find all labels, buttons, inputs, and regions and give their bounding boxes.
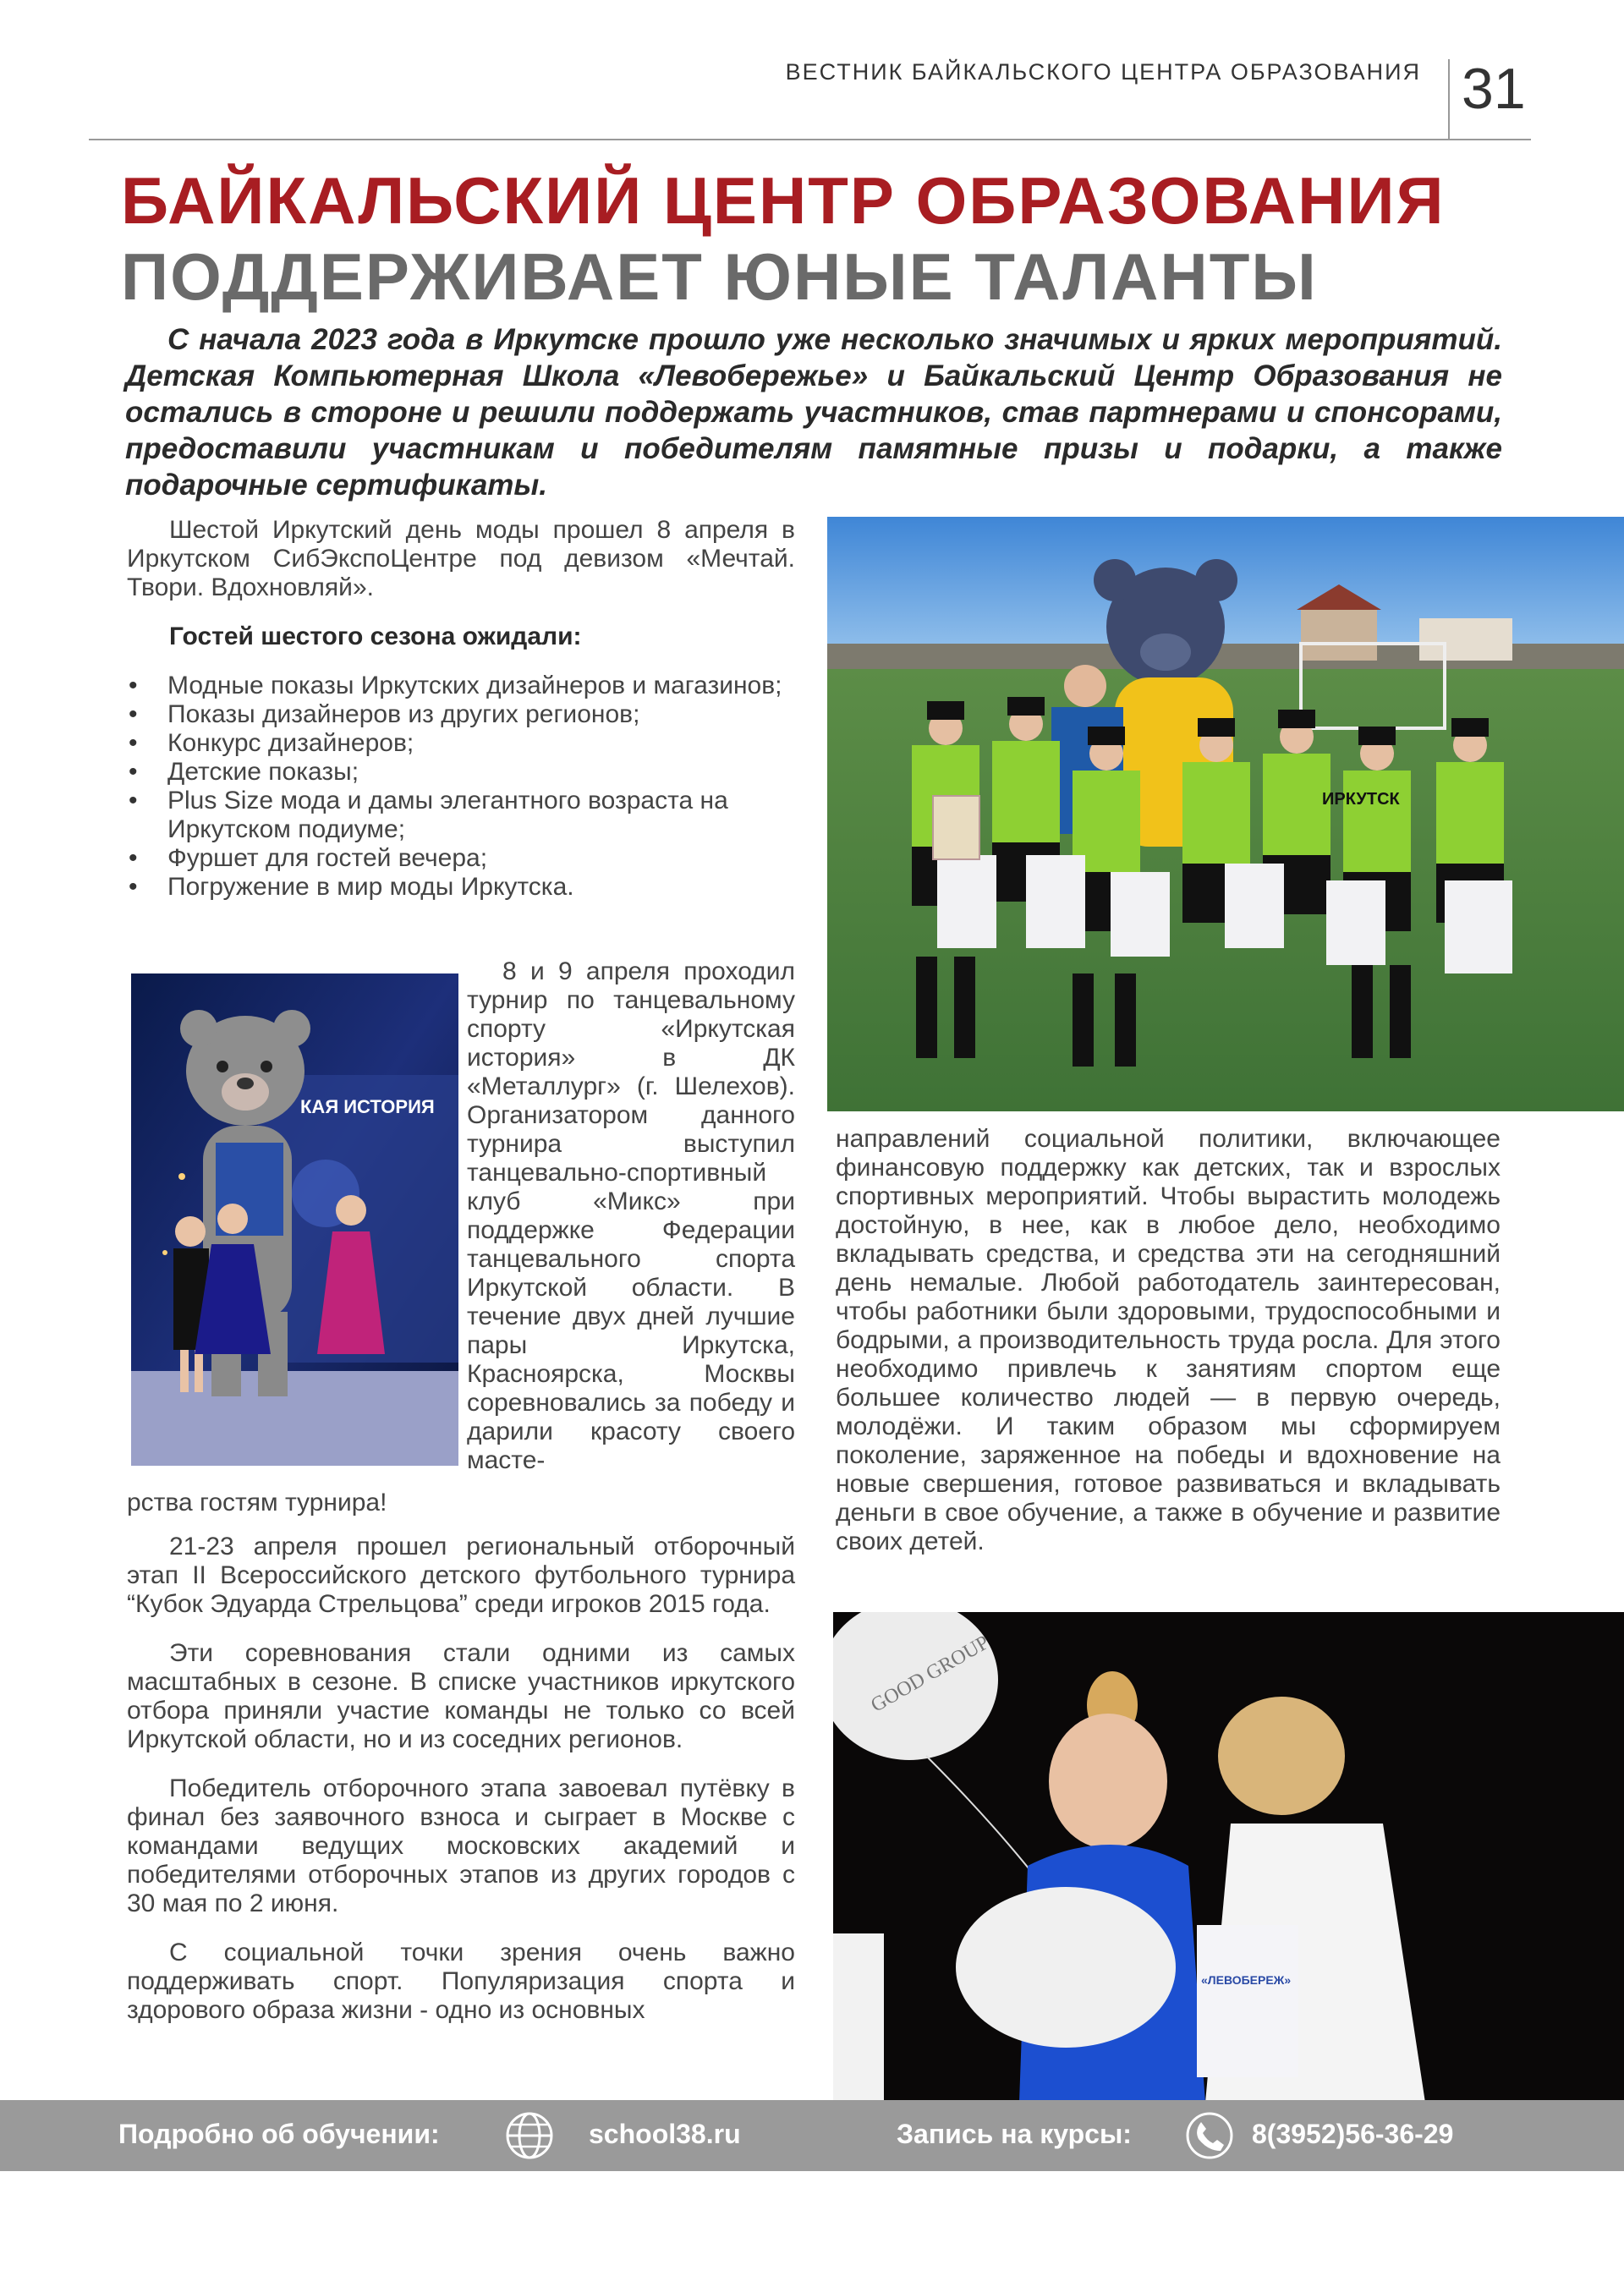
right-column — [836, 1125, 1501, 1577]
guests-list — [127, 672, 795, 902]
paragraph-winner: Победитель отборочного этапа завоевал путёвку в финал без заявочного взноса и сыграет в Москве с командами ведущих московских академий и победителями отборочных этапов из других городов с 30 мая по 2 июня. — [127, 1774, 795, 1917]
header-divider — [1448, 59, 1450, 140]
shirt-text: ИРКУТСК — [1322, 790, 1400, 809]
dance-paragraph-tail: рства гостям турнира! — [127, 1489, 387, 1516]
globe-icon — [504, 2110, 555, 2161]
list-item: • Модные показы Иркутских дизайнеров и магазинов; — [167, 672, 795, 700]
left-column-bottom — [127, 1533, 795, 2045]
dance-tournament-photo — [131, 973, 458, 1466]
football-team-photo — [827, 517, 1624, 1111]
learn-label: Подробно об обучении: — [118, 2119, 440, 2149]
bag-text: «ЛЕВОБЕРЕЖ» — [1201, 1973, 1292, 1987]
paragraph-scale: Эти соревнования стали одними из самых масштабных в сезоне. В списке участников иркутского отбора приняли участие команды не только со всей Иркутской области, но и из соседних регионов. — [127, 1639, 795, 1753]
dance-paragraph — [467, 957, 795, 1495]
list-item: • Plus Size мода и дамы элегантного возраста на Иркутском подиуме; — [167, 787, 795, 844]
phone-number[interactable]: 8(3952)56-36-29 — [1252, 2119, 1454, 2149]
page-number: 31 — [1462, 57, 1526, 121]
enroll-label: Запись на курсы: — [897, 2119, 1132, 2149]
phone-icon — [1184, 2110, 1235, 2161]
list-item: • Показы дизайнеров из других регионов; — [167, 700, 795, 729]
balloon-children-photo — [833, 1612, 1624, 2103]
banner-text: КАЯ ИСТОРИЯ — [300, 1096, 435, 1117]
article-title-line1: БАЙКАЛЬСКИЙ ЦЕНТР ОБРАЗОВАНИЯ — [121, 163, 1446, 238]
balloon-text: GOOD GROUP — [867, 1631, 994, 1717]
list-item: • Фуршет для гостей вечера; — [167, 844, 795, 873]
footer-bar — [0, 2100, 1624, 2171]
list-item: • Конкурс дизайнеров; — [167, 729, 795, 758]
article-lead: С начала 2023 года в Иркутске прошло уже несколько значимых и ярких мероприятий. Детская Компьютерная Школа «Левобережье» и Байкальский Центр Образования не остались в стороне и решили поддержать участников, став партнерами и спонсорами, предоставили участникам и победителям памятные призы и подарки, а также подарочные сертификаты. — [125, 323, 1502, 502]
paragraph-football: 21-23 апреля прошел региональный отборочный этап II Всероссийского детского футбольного турнира “Кубок Эдуарда Стрельцова” среди игроков 2015 года. — [127, 1533, 795, 1618]
paragraph-dance: 8 и 9 апреля проходил турнир по танцевальному спорту «Иркутская история» в ДК «Металлург» (г. Шелехов). Организатором данного турнира выступил танцевально-спортивный клуб «Микс» при поддержке Федерации танцевального спорта Иркутской области. В течение двух дней лучшие пары Иркутска, Красноярска, Москвы соревновались за победу и дарили красоту своего масте- — [467, 957, 795, 1474]
guests-heading: Гостей шестого сезона ожидали: — [169, 622, 582, 650]
list-item: • Погружение в мир моды Иркутска. — [167, 873, 795, 902]
paragraph-fashion-day: Шестой Иркутский день моды прошел 8 апреля в Иркутском СибЭкспоЦентре под девизом «Мечтай. Твори. Вдохновляй». — [127, 516, 795, 601]
header-rule — [89, 139, 1531, 140]
website-link[interactable]: school38.ru — [589, 2119, 741, 2149]
paragraph-social: С социальной точки зрения очень важно поддерживать спорт. Популяризация спорта и здорового образа жизни - одно из основных — [127, 1939, 795, 2024]
paragraph-social-continued: направлений социальной политики, включающее финансовую поддержку как детских, так и взрослых спортивных мероприятий. Чтобы вырастить молодежь достойную, в нее, как в любое дело, необходимо вкладывать средства, и средства эти на сегодняшний день немалые. Любой работодатель заинтересован, чтобы работники были здоровыми, трудоспособными и бодрыми, а производительность труда росла. Для этого необходимо привлечь к занятиям спортом еще большее количество людей — в первую очередь, молодёжи. И таким образом мы сформируем поколение, заряженное на победы и вдохновение на новые свершения, готовое развиваться и вкладывать деньги в свое обучение, а также в обучение и развитие своих детей. — [836, 1125, 1501, 1555]
article-title-line2: ПОДДЕРЖИВАЕТ ЮНЫЕ ТАЛАНТЫ — [121, 239, 1318, 314]
list-item: • Детские показы; — [167, 758, 795, 787]
magazine-title: ВЕСТНИК БАЙКАЛЬСКОГО ЦЕНТРА ОБРАЗОВАНИЯ — [785, 59, 1421, 85]
left-column-top — [127, 516, 795, 920]
